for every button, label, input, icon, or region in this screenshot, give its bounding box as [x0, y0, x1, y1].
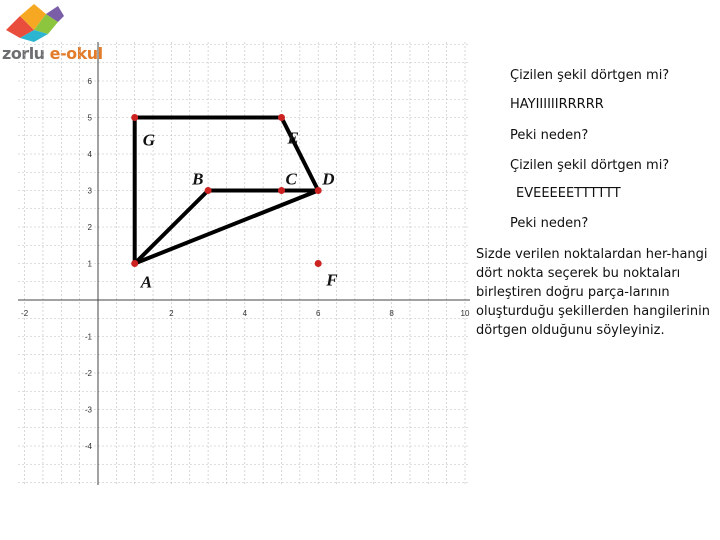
point-label-C: C — [285, 169, 297, 189]
point-label-F: F — [326, 270, 338, 290]
point-D — [315, 187, 322, 194]
point-B — [205, 187, 212, 194]
point-E — [278, 114, 285, 121]
y-tick-label: -1 — [84, 332, 92, 342]
question-4: Peki neden? — [510, 216, 589, 231]
point-F — [315, 260, 322, 267]
y-tick-label: 5 — [87, 113, 92, 123]
logo-brand: zorlu — [2, 44, 45, 63]
x-tick-label: -2 — [21, 309, 29, 318]
point-A — [131, 260, 138, 267]
point-label-E: E — [287, 128, 299, 148]
x-tick-label: 4 — [242, 309, 248, 318]
segment-AB — [135, 191, 208, 264]
logo-suffix: e-okul — [49, 44, 103, 63]
y-tick-label: 4 — [87, 150, 92, 159]
question-3: Çizilen şekil dörtgen mi? — [510, 158, 670, 173]
y-tick-label: 2 — [87, 223, 92, 232]
x-tick-label: 2 — [169, 309, 174, 318]
points — [131, 114, 338, 292]
question-1: Çizilen şekil dörtgen mi? — [510, 68, 670, 83]
answer-3: EVEEEEETTTTTT — [516, 186, 621, 201]
point-C — [278, 187, 285, 194]
y-tick-label: 6 — [87, 77, 92, 86]
grid — [18, 42, 470, 485]
task-instruction: Sizde verilen noktalardan her-hangi dört nokta seçerek bu noktaları birleştiren doğru parça-larının oluşturduğu şekillerden hangilerinin dörtgen olduğunu söyleyiniz. — [476, 247, 710, 338]
point-label-A: A — [140, 272, 153, 292]
point-label-B: B — [192, 169, 204, 189]
point-label-D: D — [322, 169, 335, 189]
x-tick-label: 8 — [389, 309, 394, 318]
answer-1: HAYIIIIIIRRRRR — [510, 97, 604, 112]
y-tick-label: -2 — [84, 369, 92, 378]
point-G — [131, 114, 138, 121]
question-2: Peki neden? — [510, 128, 589, 143]
y-tick-label: 1 — [87, 259, 92, 269]
tick-labels — [21, 77, 470, 451]
y-tick-label: 3 — [87, 186, 92, 196]
x-tick-label: 10 — [460, 309, 470, 318]
y-tick-label: -4 — [84, 442, 92, 451]
y-tick-label: -3 — [84, 405, 92, 415]
x-tick-label: 6 — [315, 309, 321, 318]
point-label-G: G — [142, 130, 155, 150]
